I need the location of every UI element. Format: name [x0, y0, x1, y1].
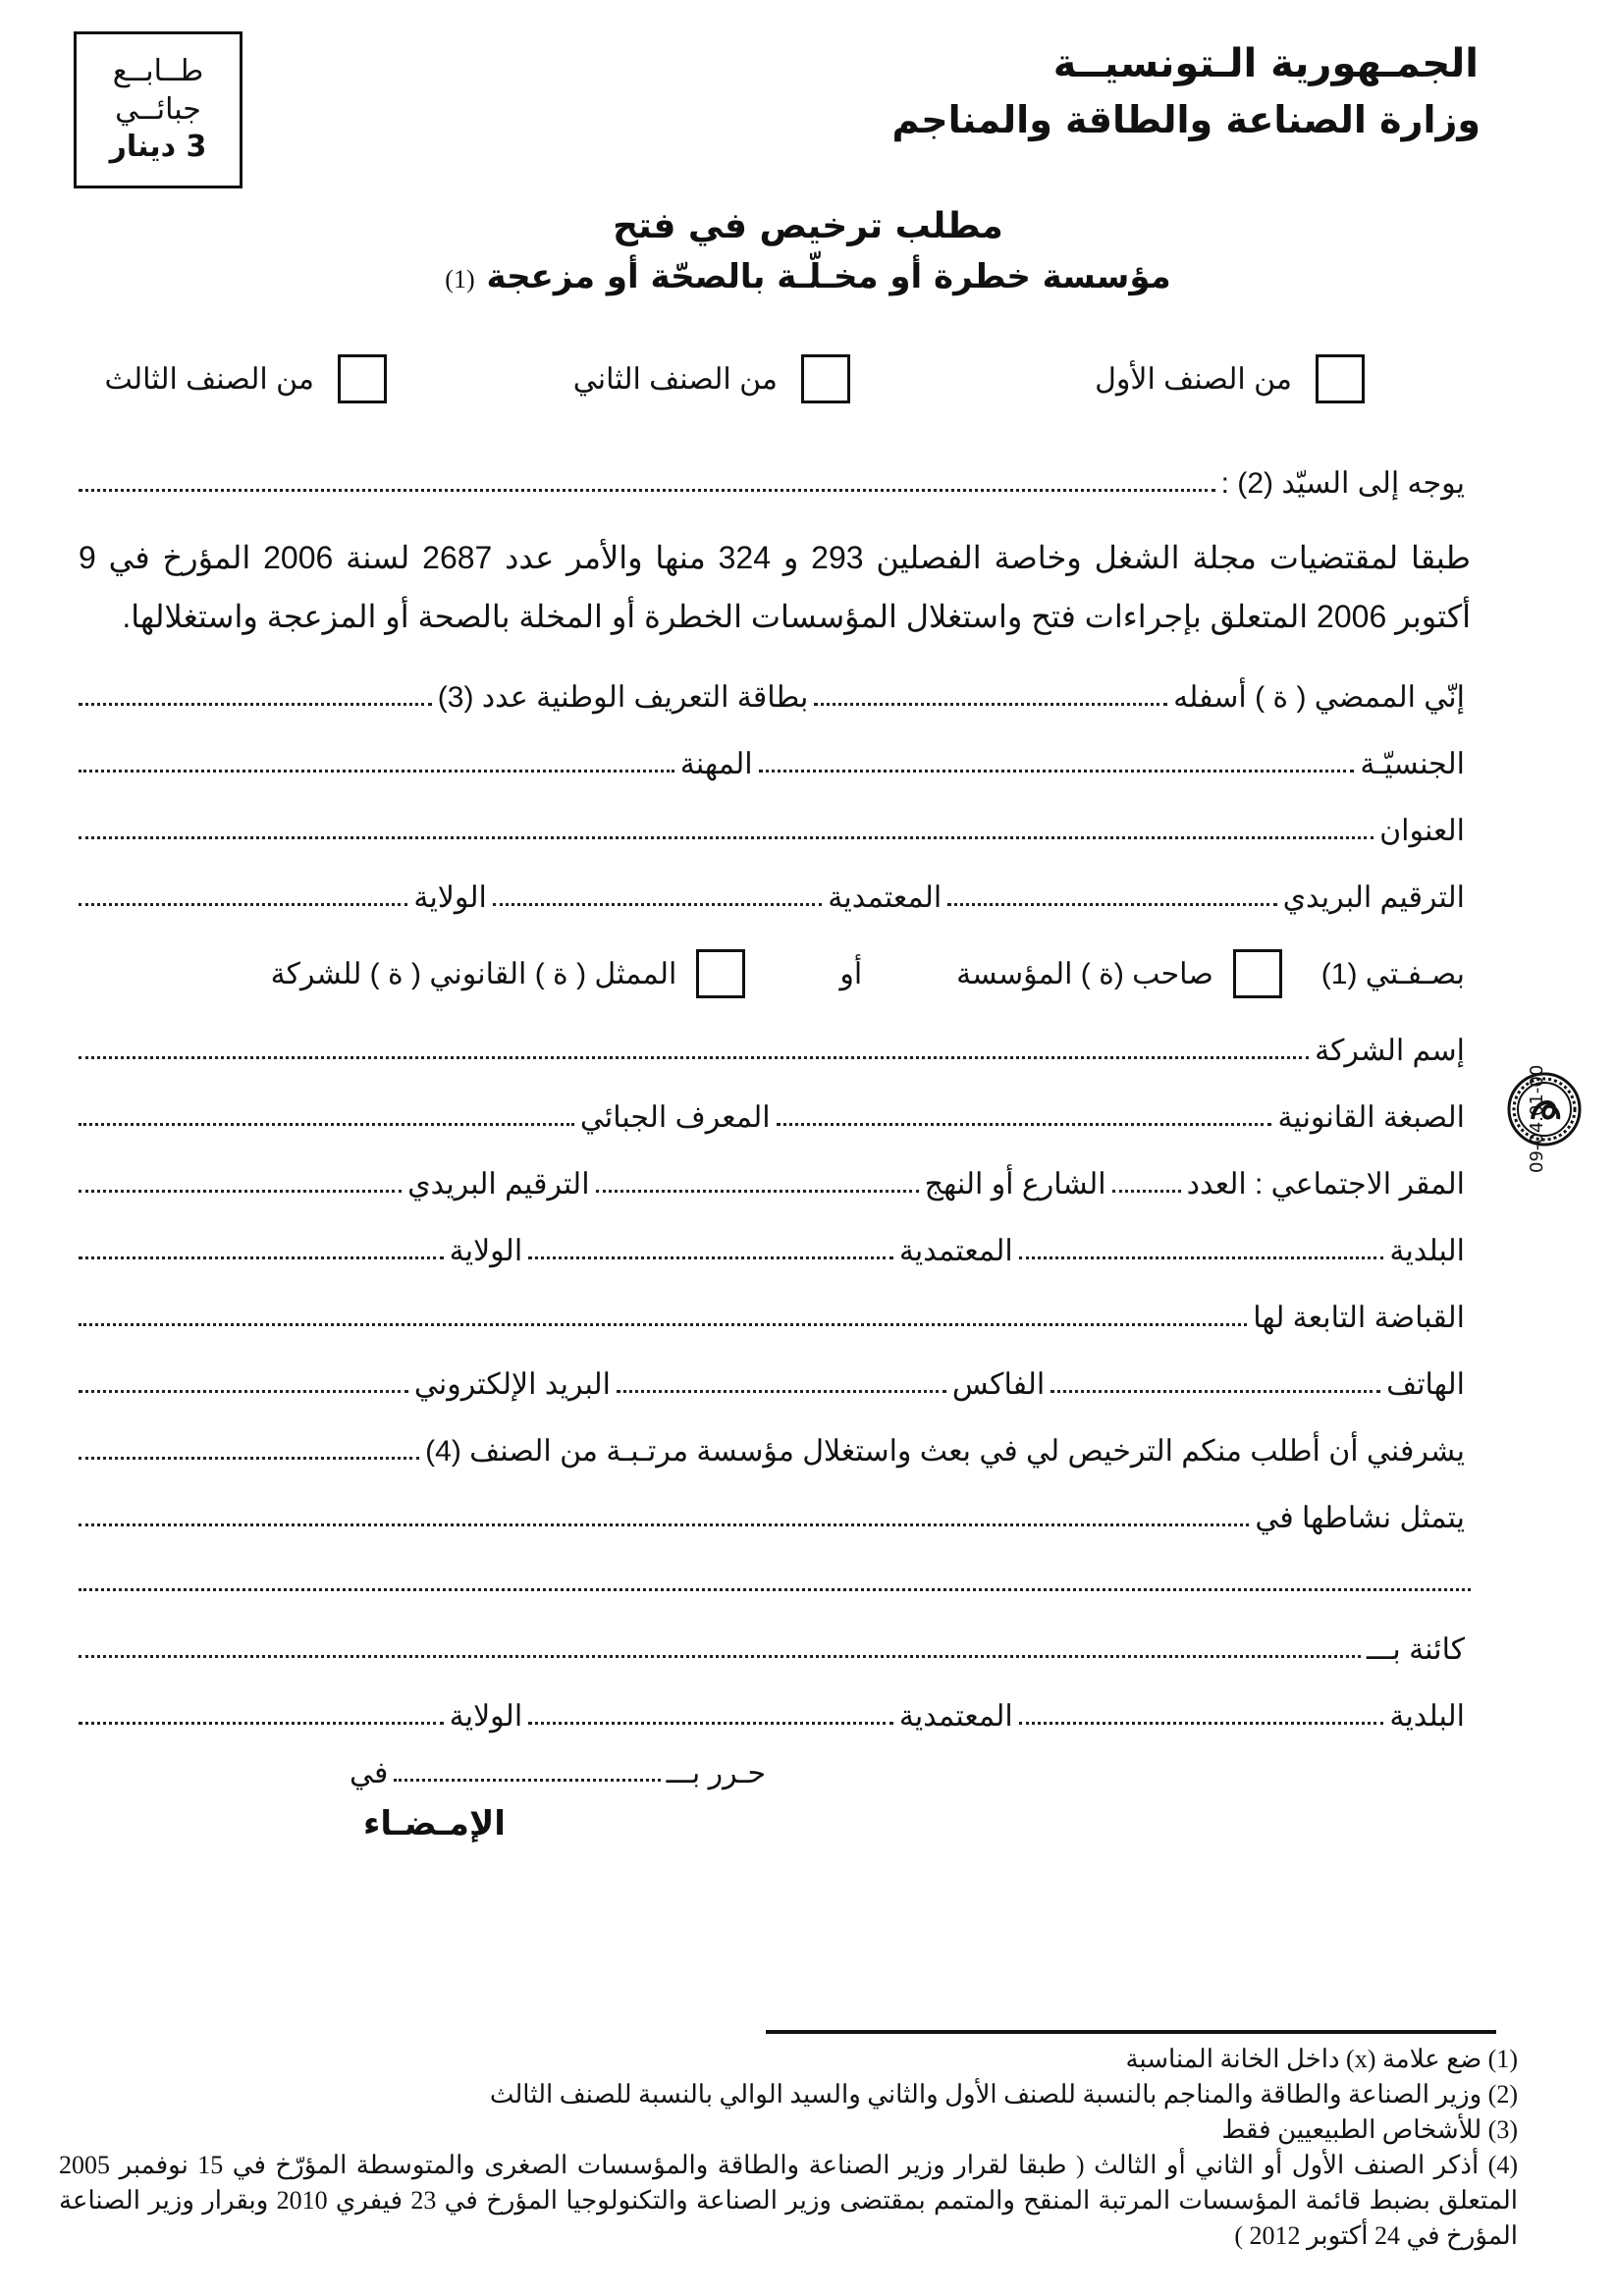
republic-heading: الجمـهورية الـتونسيــة — [1052, 41, 1479, 86]
written-at-label: حـرر بـــ — [666, 1757, 766, 1789]
municipality-row — [79, 1217, 1471, 1268]
undersigned-row — [79, 664, 1471, 715]
stamp-line-1: طــابــع — [112, 54, 204, 89]
side-code-text: 09-04.01-00 — [1527, 1064, 1547, 1173]
street-field[interactable] — [596, 1189, 919, 1193]
address-label: العنوان — [1379, 815, 1465, 847]
stamp-price: 3 دينار — [109, 130, 207, 165]
municipality3-row — [79, 1682, 1471, 1734]
or-label: أو — [839, 957, 863, 990]
contact-row — [79, 1351, 1471, 1402]
category-3-option[interactable] — [99, 351, 387, 406]
official-seal-icon — [1505, 1070, 1584, 1148]
category-1-label: من الصنف الأول — [1095, 362, 1292, 396]
form-title: مطلب ترخيص في فتح — [613, 206, 1003, 246]
signature-label: الإمـضـاء — [363, 1804, 506, 1843]
email-field[interactable] — [79, 1389, 408, 1393]
profession-label: المهنة — [679, 748, 753, 780]
activity-row — [79, 1484, 1471, 1535]
nationality-row — [79, 730, 1471, 781]
governorate2-label: الولاية — [449, 1235, 523, 1267]
written-at-field[interactable] — [394, 1778, 660, 1782]
subtitle-note: (1) — [445, 265, 475, 294]
nationality-field[interactable] — [759, 769, 1355, 773]
undersigned-label: إنّي الممضي ( ة ) أسفله — [1173, 681, 1465, 714]
located-at-field[interactable] — [79, 1654, 1361, 1658]
subtitle-text: مؤسسة خطرة أو مخـلّـة بالصحّة أو مزعجة — [486, 257, 1171, 296]
category-number-field[interactable] — [79, 1456, 419, 1460]
written-at-row — [344, 1739, 772, 1790]
postal-row — [79, 864, 1471, 915]
profession-field[interactable] — [79, 769, 674, 773]
delegation2-field[interactable] — [528, 1255, 893, 1259]
owner-label: صاحب (ة ) المؤسسة — [956, 957, 1213, 990]
postal-code-label: الترقيم البريدي — [1282, 881, 1465, 914]
street-label: الشارع أو النهج — [924, 1168, 1106, 1201]
email-label: البريد الإلكتروني — [413, 1368, 612, 1401]
located-at-label: كائنة بـــ — [1367, 1633, 1465, 1666]
postal-code2-field[interactable] — [79, 1189, 402, 1193]
head-office-row — [79, 1150, 1471, 1201]
municipality-field[interactable] — [1019, 1255, 1384, 1259]
address-row — [79, 797, 1471, 848]
legal-form-row — [79, 1084, 1471, 1135]
nationality-label: الجنسيّـة — [1360, 748, 1465, 780]
form-subtitle — [0, 257, 1616, 296]
legal-form-label: الصبغة القانونية — [1277, 1101, 1465, 1134]
delegation-label: المعتمدية — [828, 881, 943, 914]
governorate3-label: الولاية — [449, 1700, 523, 1733]
category-3-label: من الصنف الثالث — [104, 362, 314, 396]
company-name-field[interactable] — [79, 1055, 1309, 1059]
company-name-row — [79, 1017, 1471, 1068]
postal-code2-label: الترقيم البريدي — [407, 1168, 590, 1201]
intro-paragraph: طبقا لمقتضيات مجلة الشغل وخاصة الفصلين 293 و 324 منها والأمر عدد 2687 لسنة 2006 المؤرخ في 9 أكتوبر 2006 المتعلق بإجراءات فتح واستغلال المؤسسات الخطرة أو المخلة بالصحة أو المزعجة واستغلالها. — [79, 540, 1472, 634]
capacity-label: بصـفـتي (1) — [1320, 957, 1465, 990]
tax-id-field[interactable] — [79, 1122, 574, 1126]
tax-office-row — [79, 1284, 1471, 1335]
request-label: يشرفني أن أطلب منكم الترخيص لي في بعث واستغلال مؤسسة مرتـبـة من الصنف (4) — [425, 1435, 1465, 1468]
company-name-label: إسم الشركة — [1315, 1035, 1465, 1067]
addressed-to-field[interactable] — [79, 488, 1215, 492]
activity-field-continued[interactable] — [79, 1587, 1471, 1591]
tax-office-label: القباضة التابعة لها — [1253, 1302, 1465, 1334]
category-2-checkbox[interactable] — [801, 354, 850, 403]
footnote-4: (4) أذكر الصنف الأول أو الثاني أو الثالث ( طبقا لقرار وزير الصناعة والطاقة والمؤسسات الصغرى والمتوسطة المؤرّخ في 15 نوفمبر 2005 المتعلق بضبط قائمة المؤسسات المرتبة المنقح والمتمم بمقتضى وزير الصناعة والتكنولوجيا المؤرخ في 23 فيفري 2010 وبقرار وزير الصناعة المؤرخ في 24 أكتوبر 2012 ) — [59, 2151, 1519, 2250]
capacity-row — [79, 944, 1471, 1003]
stamp-line-2: جبائــي — [115, 91, 201, 127]
governorate3-field[interactable] — [79, 1721, 444, 1725]
fax-label: الفاكس — [951, 1368, 1046, 1401]
fax-field[interactable] — [617, 1389, 946, 1393]
activity-field[interactable] — [79, 1522, 1249, 1526]
footnote-3: (3) للأشخاص الطبيعيين فقط — [1221, 2115, 1518, 2144]
legal-form-field[interactable] — [777, 1122, 1272, 1126]
category-2-label: من الصنف الثاني — [572, 362, 778, 396]
category-2-option[interactable] — [567, 351, 850, 406]
location-row — [79, 1616, 1471, 1667]
governorate2-field[interactable] — [79, 1255, 444, 1259]
category-1-option[interactable] — [1089, 351, 1365, 406]
governorate-label: الولاية — [413, 881, 487, 914]
footnote-2: (2) وزير الصناعة والطاقة والمناجم بالنسبة للصنف الأول والثاني والسيد الوالي بالنسبة للصنف الثالث — [489, 2080, 1518, 2109]
delegation2-label: المعتمدية — [898, 1235, 1013, 1267]
delegation-field[interactable] — [493, 902, 822, 906]
id-card-label: بطاقة التعريف الوطنية عدد (3) — [437, 681, 809, 714]
undersigned-field[interactable] — [814, 702, 1167, 706]
head-office-number-field[interactable] — [1112, 1189, 1181, 1193]
category-3-checkbox[interactable] — [338, 354, 387, 403]
governorate-field[interactable] — [79, 902, 407, 906]
addressed-to-label: يوجه إلى السيّد (2) : — [1220, 467, 1465, 500]
addressed-to-row — [79, 450, 1471, 501]
id-card-field[interactable] — [79, 702, 432, 706]
delegation3-field[interactable] — [528, 1721, 893, 1725]
activity-label: يتمثل نشاطها في — [1255, 1502, 1465, 1534]
head-office-label: المقر الاجتماعي : العدد — [1186, 1168, 1465, 1201]
category-1-checkbox[interactable] — [1316, 354, 1365, 403]
footnote-1: (1) ضع علامة (x) داخل الخانة المناسبة — [1125, 2045, 1518, 2073]
municipality3-label: البلدية — [1389, 1700, 1465, 1733]
municipality3-field[interactable] — [1019, 1721, 1384, 1725]
on-date-label: في — [350, 1757, 389, 1789]
legal-rep-checkbox[interactable] — [696, 949, 745, 998]
owner-checkbox[interactable] — [1233, 949, 1282, 998]
request-row — [79, 1417, 1471, 1468]
phone-field[interactable] — [1050, 1389, 1380, 1393]
footnote-divider — [766, 2030, 1496, 2034]
tax-id-label: المعرف الجبائي — [579, 1101, 771, 1134]
address-field[interactable] — [79, 835, 1374, 839]
tax-office-field[interactable] — [79, 1322, 1247, 1326]
legal-rep-label: الممثل ( ة ) القانوني ( ة ) للشركة — [270, 957, 677, 990]
activity-continuation-row — [79, 1549, 1471, 1600]
ministry-heading: وزارة الصناعة والطاقة والمناجم — [891, 98, 1481, 141]
phone-label: الهاتف — [1386, 1368, 1465, 1401]
fiscal-stamp-box — [74, 31, 242, 188]
postal-code-field[interactable] — [947, 902, 1276, 906]
municipality-label: البلدية — [1389, 1235, 1465, 1267]
delegation3-label: المعتمدية — [898, 1700, 1013, 1733]
